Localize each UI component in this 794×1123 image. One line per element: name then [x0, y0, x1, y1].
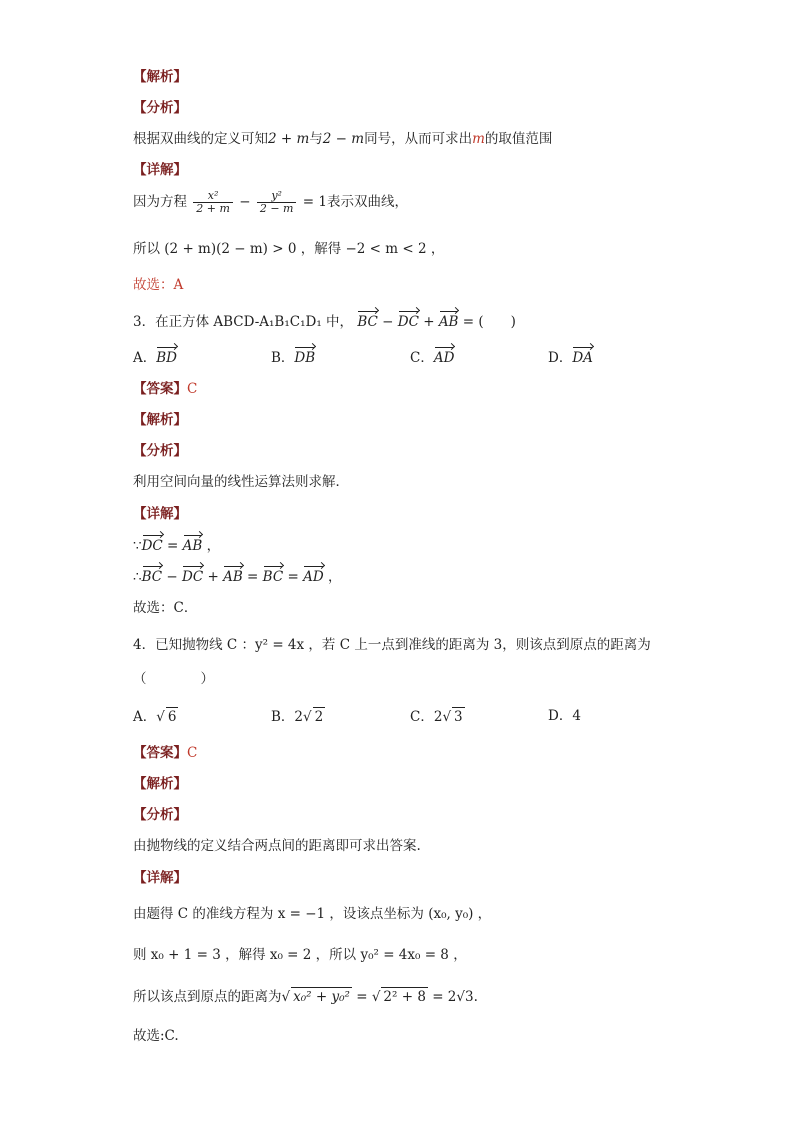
header-xiangjie: 【详解】	[133, 162, 187, 178]
header-xiangjie: 【详解】	[133, 506, 187, 522]
q4-stem: 4．已知抛物线 C ：y² = 4x ，若 C 上一点到准线的距离为 3，则该点到原点的距离为	[133, 637, 651, 653]
header-jiexi: 【解析】	[133, 69, 187, 85]
q3-because: ∵DC = AB ，	[133, 538, 221, 554]
header-jiexi: 【解析】	[133, 412, 187, 428]
header-fenxi: 【分析】	[133, 807, 187, 823]
q4-choice: 故选:C.	[133, 1028, 179, 1044]
q2-choice: 故选：A	[133, 277, 184, 293]
q4-option-c: C．2√ 3	[410, 709, 463, 725]
header-jiexi: 【解析】	[133, 776, 187, 792]
q3-option-b: B．DB	[271, 350, 316, 366]
vector: AB	[438, 314, 459, 330]
q4-paren: （ ）	[133, 671, 214, 687]
vector: BC	[357, 314, 378, 330]
q4-option-a: A．√ 6	[133, 709, 177, 725]
header-fenxi: 【分析】	[133, 443, 187, 459]
q2-so: 所以 (2 + m)(2 − m) > 0 ，解得 −2 < m < 2 ，	[133, 241, 445, 257]
header-xiangjie: 【详解】	[133, 870, 187, 886]
q3-option-c: C．AD	[410, 350, 455, 366]
q3-stem: 3．在正方体 ABCD-A₁B₁C₁D₁ 中， BC − DC + AB = ( )	[133, 314, 516, 330]
q3-choice: 故选：C．	[133, 600, 198, 616]
q4-option-d: D．4	[548, 708, 581, 724]
q3-option-a: A．BD	[133, 350, 177, 366]
header-fenxi: 【分析】	[133, 100, 187, 116]
fraction: $\frac{\text{y²}}{2 - m}$	[257, 190, 297, 215]
q4-line3: 所以该点到原点的距离为√ x₀² + y₀² = √ 2² + 8 = 2√3.	[133, 989, 478, 1005]
q4-line1: 由题得 C 的准线方程为 x = −1 ，设该点坐标为 (x₀, y₀) ，	[133, 906, 492, 922]
vector: DC	[397, 314, 419, 330]
q4-analysis: 由抛物线的定义结合两点间的距离即可求出答案.	[133, 838, 421, 854]
q3-analysis: 利用空间向量的线性运算法则求解．	[133, 474, 349, 490]
q2-detail: 因为方程 $\frac{\text{x²}}{2 + m}$ − $\frac{\text{y²}}{2 - m}$ = 1表示双曲线，	[133, 189, 408, 215]
q4-answer: 【答案】C	[133, 745, 198, 761]
q3-option-d: D．DA	[548, 350, 593, 366]
q4-option-b: B．2√ 2	[271, 709, 324, 725]
q3-answer: 【答案】C	[133, 381, 198, 397]
fraction: $\frac{\text{x²}}{2 + m}$	[193, 190, 233, 215]
q2-analysis: 根据双曲线的定义可知2 + m与2 − m同号，从而可求出m的取值范围	[133, 131, 553, 147]
q3-therefore: ∴BC − DC + AB = BC = AD ，	[133, 569, 342, 585]
q4-line2: 则 x₀ + 1 = 3 ，解得 x₀ = 2 ，所以 y₀² = 4x₀ = 8 ，	[133, 947, 467, 963]
